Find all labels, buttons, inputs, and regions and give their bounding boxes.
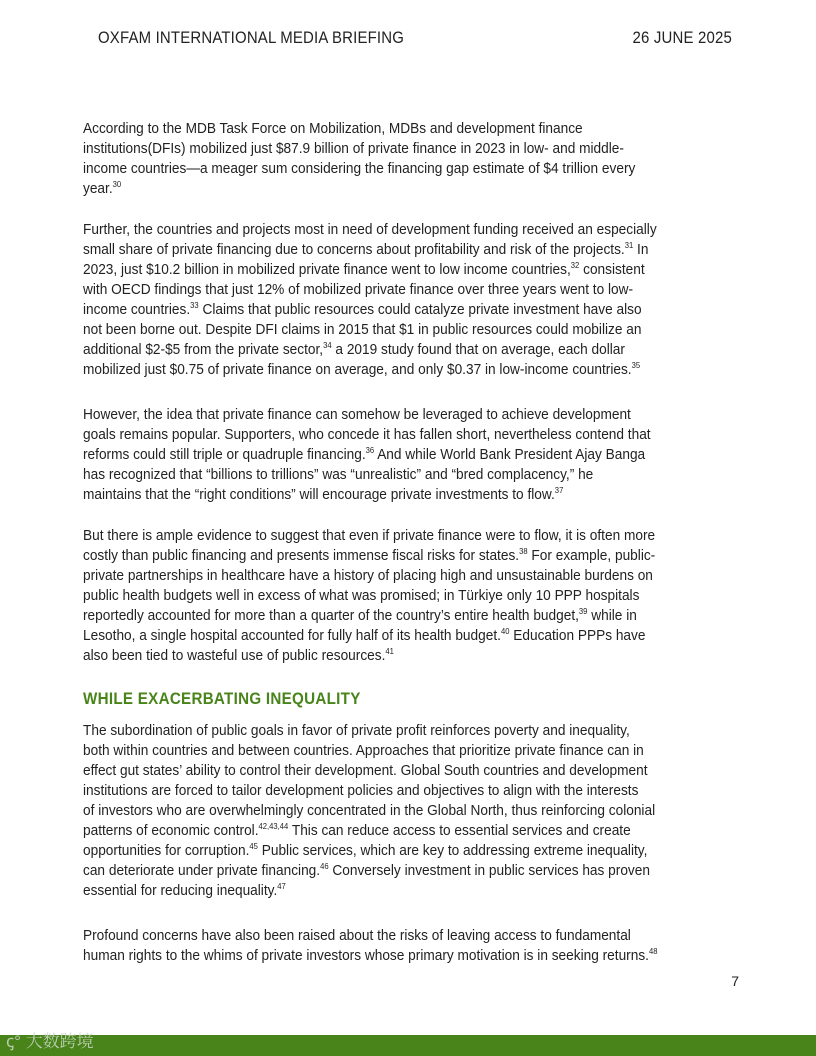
paragraph — [83, 526, 719, 666]
text-run: Lesotho, a single hospital accounted for fully half of its health budget. — [83, 627, 501, 644]
text-line — [83, 465, 651, 485]
text-run: with OECD findings that just 12% of mobilized private finance over three years went to low- — [83, 281, 634, 298]
header-title: OXFAM INTERNATIONAL MEDIA BRIEFING — [98, 28, 405, 47]
text-line — [83, 566, 655, 586]
text-line — [83, 526, 655, 546]
text-run: Claims that public resources could catalyze private investment have also — [198, 301, 642, 318]
text-run: 2023, just $10.2 billion in mobilized private finance went to low income countries, — [83, 261, 571, 278]
paragraph — [83, 405, 714, 505]
text-line — [83, 626, 655, 646]
text-run: According to the MDB Task Force on Mobilization, MDBs and development finance — [83, 120, 583, 137]
text-line — [83, 881, 655, 901]
text-line — [83, 139, 635, 159]
text-run: Education PPPs have — [509, 627, 646, 644]
text-line — [83, 946, 657, 966]
text-run: However, the idea that private finance can somehow be leveraged to achieve development — [83, 406, 631, 423]
footnote-ref[interactable]: 32 — [570, 260, 580, 270]
text-run: human rights to the whims of private investors whose primary motivation is in seeking returns. — [83, 947, 649, 964]
footnote-ref[interactable]: 34 — [323, 340, 332, 350]
text-line — [83, 119, 635, 139]
footnote-ref[interactable]: 47 — [277, 881, 286, 891]
text-line — [83, 721, 655, 741]
text-run: mobilized just $0.75 of private finance on average, and only $0.37 in low-income countries. — [83, 361, 632, 378]
text-line — [83, 861, 655, 881]
text-run: And while World Bank President Ajay Banga — [374, 446, 646, 463]
text-run: both within countries and between countries. Approaches that prioritize private finance can in — [83, 742, 644, 759]
text-line — [83, 926, 657, 946]
footnote-ref[interactable]: 33 — [190, 300, 199, 310]
text-run: In — [633, 241, 649, 258]
text-run: But there is ample evidence to suggest that even if private finance were to flow, it is often more — [83, 527, 656, 544]
text-run: maintains that the “right conditions” will encourage private investments to flow. — [83, 486, 555, 503]
text-run: The subordination of public goals in favor of private profit reinforces poverty and inequality, — [83, 722, 630, 739]
footnote-ref[interactable]: 46 — [320, 861, 329, 871]
text-line — [83, 781, 655, 801]
text-run: a 2019 study found that on average, each dollar — [331, 341, 625, 358]
footnote-ref[interactable]: 35 — [631, 360, 641, 370]
text-run: This can reduce access to essential services and create — [288, 822, 631, 839]
watermark-logo: ꞔ° 大数跨境 — [6, 1032, 94, 1051]
text-run: opportunities for corruption. — [83, 842, 250, 859]
footnote-ref[interactable]: 39 — [578, 606, 588, 616]
text-run: institutions(DFIs) mobilized just $87.9 billion of private finance in 2023 in low- and middle- — [83, 140, 624, 157]
text-run: income countries. — [83, 301, 191, 318]
text-run: small share of private financing due to concerns about profitability and risk of the projects. — [83, 241, 625, 258]
text-run: Public services, which are key to addressing extreme inequality, — [257, 842, 648, 859]
text-line — [83, 220, 657, 240]
text-line — [83, 360, 657, 380]
footer-band — [0, 1035, 816, 1056]
text-line — [83, 485, 651, 505]
text-line — [83, 546, 655, 566]
text-run: Further, the countries and projects most in need of development funding received an especially — [83, 221, 657, 238]
footnote-ref[interactable]: 48 — [648, 946, 658, 956]
paragraph — [83, 220, 720, 380]
footnote-ref[interactable]: 36 — [365, 445, 375, 455]
text-run: additional $2-$5 from the private sector, — [83, 341, 324, 358]
text-line — [83, 179, 635, 199]
text-line — [83, 741, 655, 761]
text-run: reforms could still triple or quadruple financing. — [83, 446, 366, 463]
text-run: income countries—a meager sum considering the financing gap estimate of $4 trillion every — [83, 160, 636, 177]
text-run: consistent — [579, 261, 645, 278]
paragraph — [83, 926, 721, 966]
header-date: 26 JUNE 2025 — [632, 28, 732, 47]
text-run: patterns of economic control. — [83, 822, 259, 839]
footnote-ref[interactable]: 41 — [385, 646, 394, 656]
text-line — [83, 821, 655, 841]
footnote-ref[interactable]: 45 — [249, 841, 258, 851]
text-run: can deteriorate under private financing. — [83, 862, 321, 879]
footnote-ref[interactable]: 37 — [554, 485, 564, 495]
text-run: not been borne out. Despite DFI claims in 2015 that $1 in public resources could mobilize an — [83, 321, 642, 338]
text-line — [83, 300, 657, 320]
text-run: year. — [83, 180, 113, 197]
text-run: institutions are forced to tailor development policies and objectives to align with the interests — [83, 782, 639, 799]
text-line — [83, 841, 655, 861]
text-line — [83, 606, 655, 626]
text-line — [83, 646, 655, 666]
text-run: Profound concerns have also been raised about the risks of leaving access to fundamental — [83, 927, 631, 944]
text-run: Conversely investment in public services has proven — [328, 862, 650, 879]
text-line — [83, 240, 657, 260]
paragraph — [83, 721, 719, 901]
text-line — [83, 320, 657, 340]
text-line — [83, 586, 655, 606]
footnote-ref[interactable]: 40 — [500, 626, 510, 636]
text-run: has recognized that “billions to trillions” was “unrealistic” and “bred complacency,” he — [83, 466, 594, 483]
footnote-ref[interactable]: 30 — [112, 179, 122, 189]
watermark-text: 大数跨境 — [25, 1032, 94, 1051]
text-run: while in — [587, 607, 637, 624]
footnote-ref[interactable]: 38 — [519, 546, 528, 556]
text-run: reportedly accounted for more than a quarter of the country’s entire health budget, — [83, 607, 579, 624]
text-line — [83, 445, 651, 465]
text-line — [83, 761, 655, 781]
text-line — [83, 260, 657, 280]
text-line — [83, 159, 635, 179]
text-line — [83, 340, 657, 360]
text-run: effect gut states’ ability to control their development. Global South countries and development — [83, 762, 648, 779]
text-line — [83, 280, 657, 300]
text-run: essential for reducing inequality. — [83, 882, 278, 899]
paragraph — [83, 119, 697, 199]
footnote-ref[interactable]: 42,43,44 — [258, 821, 289, 831]
text-line — [83, 801, 655, 821]
text-run: also been tied to wasteful use of public resources. — [83, 647, 386, 664]
text-run: costly than public financing and presents immense fiscal risks for states. — [83, 547, 520, 564]
text-run: For example, public- — [527, 547, 656, 564]
text-run: of investors who are overwhelmingly concentrated in the Global North, thus reinforcing colonial — [83, 802, 656, 819]
footnote-ref[interactable]: 31 — [624, 240, 634, 250]
text-run: goals remains popular. Supporters, who concede it has fallen short, nevertheless contend that — [83, 426, 651, 443]
text-run: public health budgets well in excess of what was promised; in Türkiye only 10 PPP hospitals — [83, 587, 640, 604]
text-run: private partnerships in healthcare have a history of placing high and unsustainable burdens on — [83, 567, 653, 584]
text-line — [83, 425, 651, 445]
section-heading: WHILE EXACERBATING INEQUALITY — [83, 690, 361, 708]
page-number: 7 — [731, 973, 739, 989]
text-line — [83, 405, 651, 425]
